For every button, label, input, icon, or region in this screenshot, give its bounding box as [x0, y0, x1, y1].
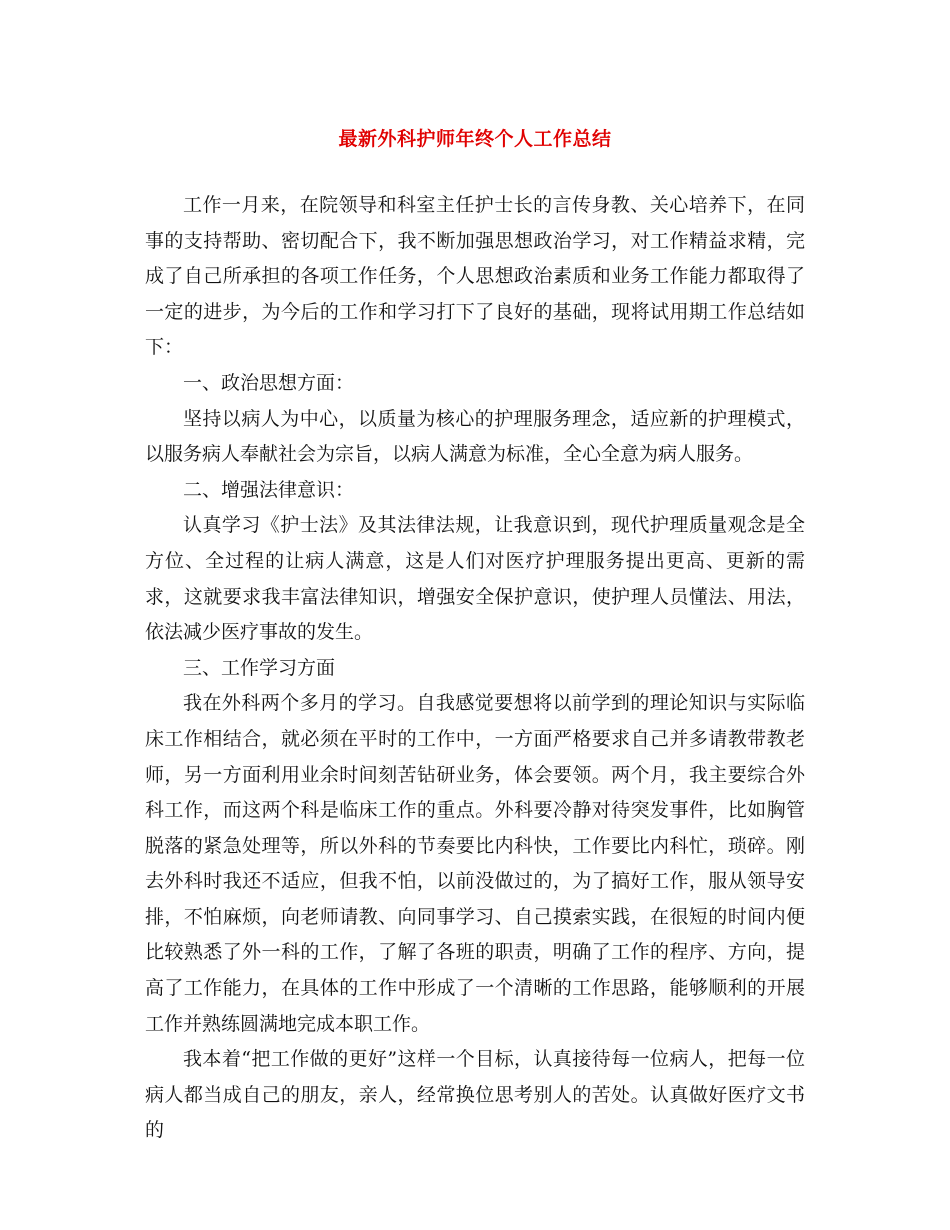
paragraph-legal: 认真学习《护士法》及其法律法规，让我意识到，现代护理质量观念是全方位、全过程的让病人满意，这是人们对医疗护理服务提出更高、更新的需求，这就要求我丰富法律知识，增强安全保护意识，使护理人员懂法、用法，依法减少医疗事故的发生。 — [145, 514, 805, 644]
section-heading-political: 一、政治思想方面： — [183, 371, 355, 394]
paragraph-goal: 我本着“把工作做的更好”这样一个目标，认真接待每一位病人，把每一位病人都当成自己的朋友，亲人，经常换位思考别人的苦处。认真做好医疗文书的 — [145, 1048, 805, 1142]
document-body — [145, 188, 805, 1149]
section-heading-work-study: 三、工作学习方面 — [183, 656, 336, 679]
document-title: 最新外科护师年终个人工作总结 — [338, 128, 612, 150]
paragraph-political: 坚持以病人为中心，以质量为核心的护理服务理念，适应新的护理模式，以服务病人奉献社会为宗旨，以病人满意为标准，全心全意为病人服务。 — [145, 407, 805, 466]
paragraph-work-study: 我在外科两个多月的学习。自我感觉要想将以前学到的理论知识与实际临床工作相结合，就必须在平时的工作中，一方面严格要求自己并多请教带教老师，另一方面利用业余时间刻苦钻研业务，体会要领。两个月，我主要综合外科工作，而这两个科是临床工作的重点。外科要冷静对待突发事件，比如胸管脱落的紧急处理等，所以外科的节奏要比内科快，工作要比内科忙，琐碎。刚去外科时我还不适应，但我不怕，以前没做过的，为了搞好工作，服从领导安排，不怕麻烦，向老师请教、向同事学习、自己摸索实践，在很短的时间内便比较熟悉了外一科的工作，了解了各班的职责，明确了工作的程序、方向，提高了工作能力，在具体的工作中形成了一个清晰的工作思路，能够顺利的开展工作并熟练圆满地完成本职工作。 — [145, 692, 805, 1035]
section-heading-legal: 二、增强法律意识： — [183, 478, 355, 501]
paragraph-intro: 工作一月来，在院领导和科室主任护士长的言传身教、关心培养下，在同事的支持帮助、密切配合下，我不断加强思想政治学习，对工作精益求精，完成了自己所承担的各项工作任务，个人思想政治素质和业务工作能力都取得了一定的进步，为今后的工作和学习打下了良好的基础，现将试用期工作总结如下： — [145, 194, 805, 359]
